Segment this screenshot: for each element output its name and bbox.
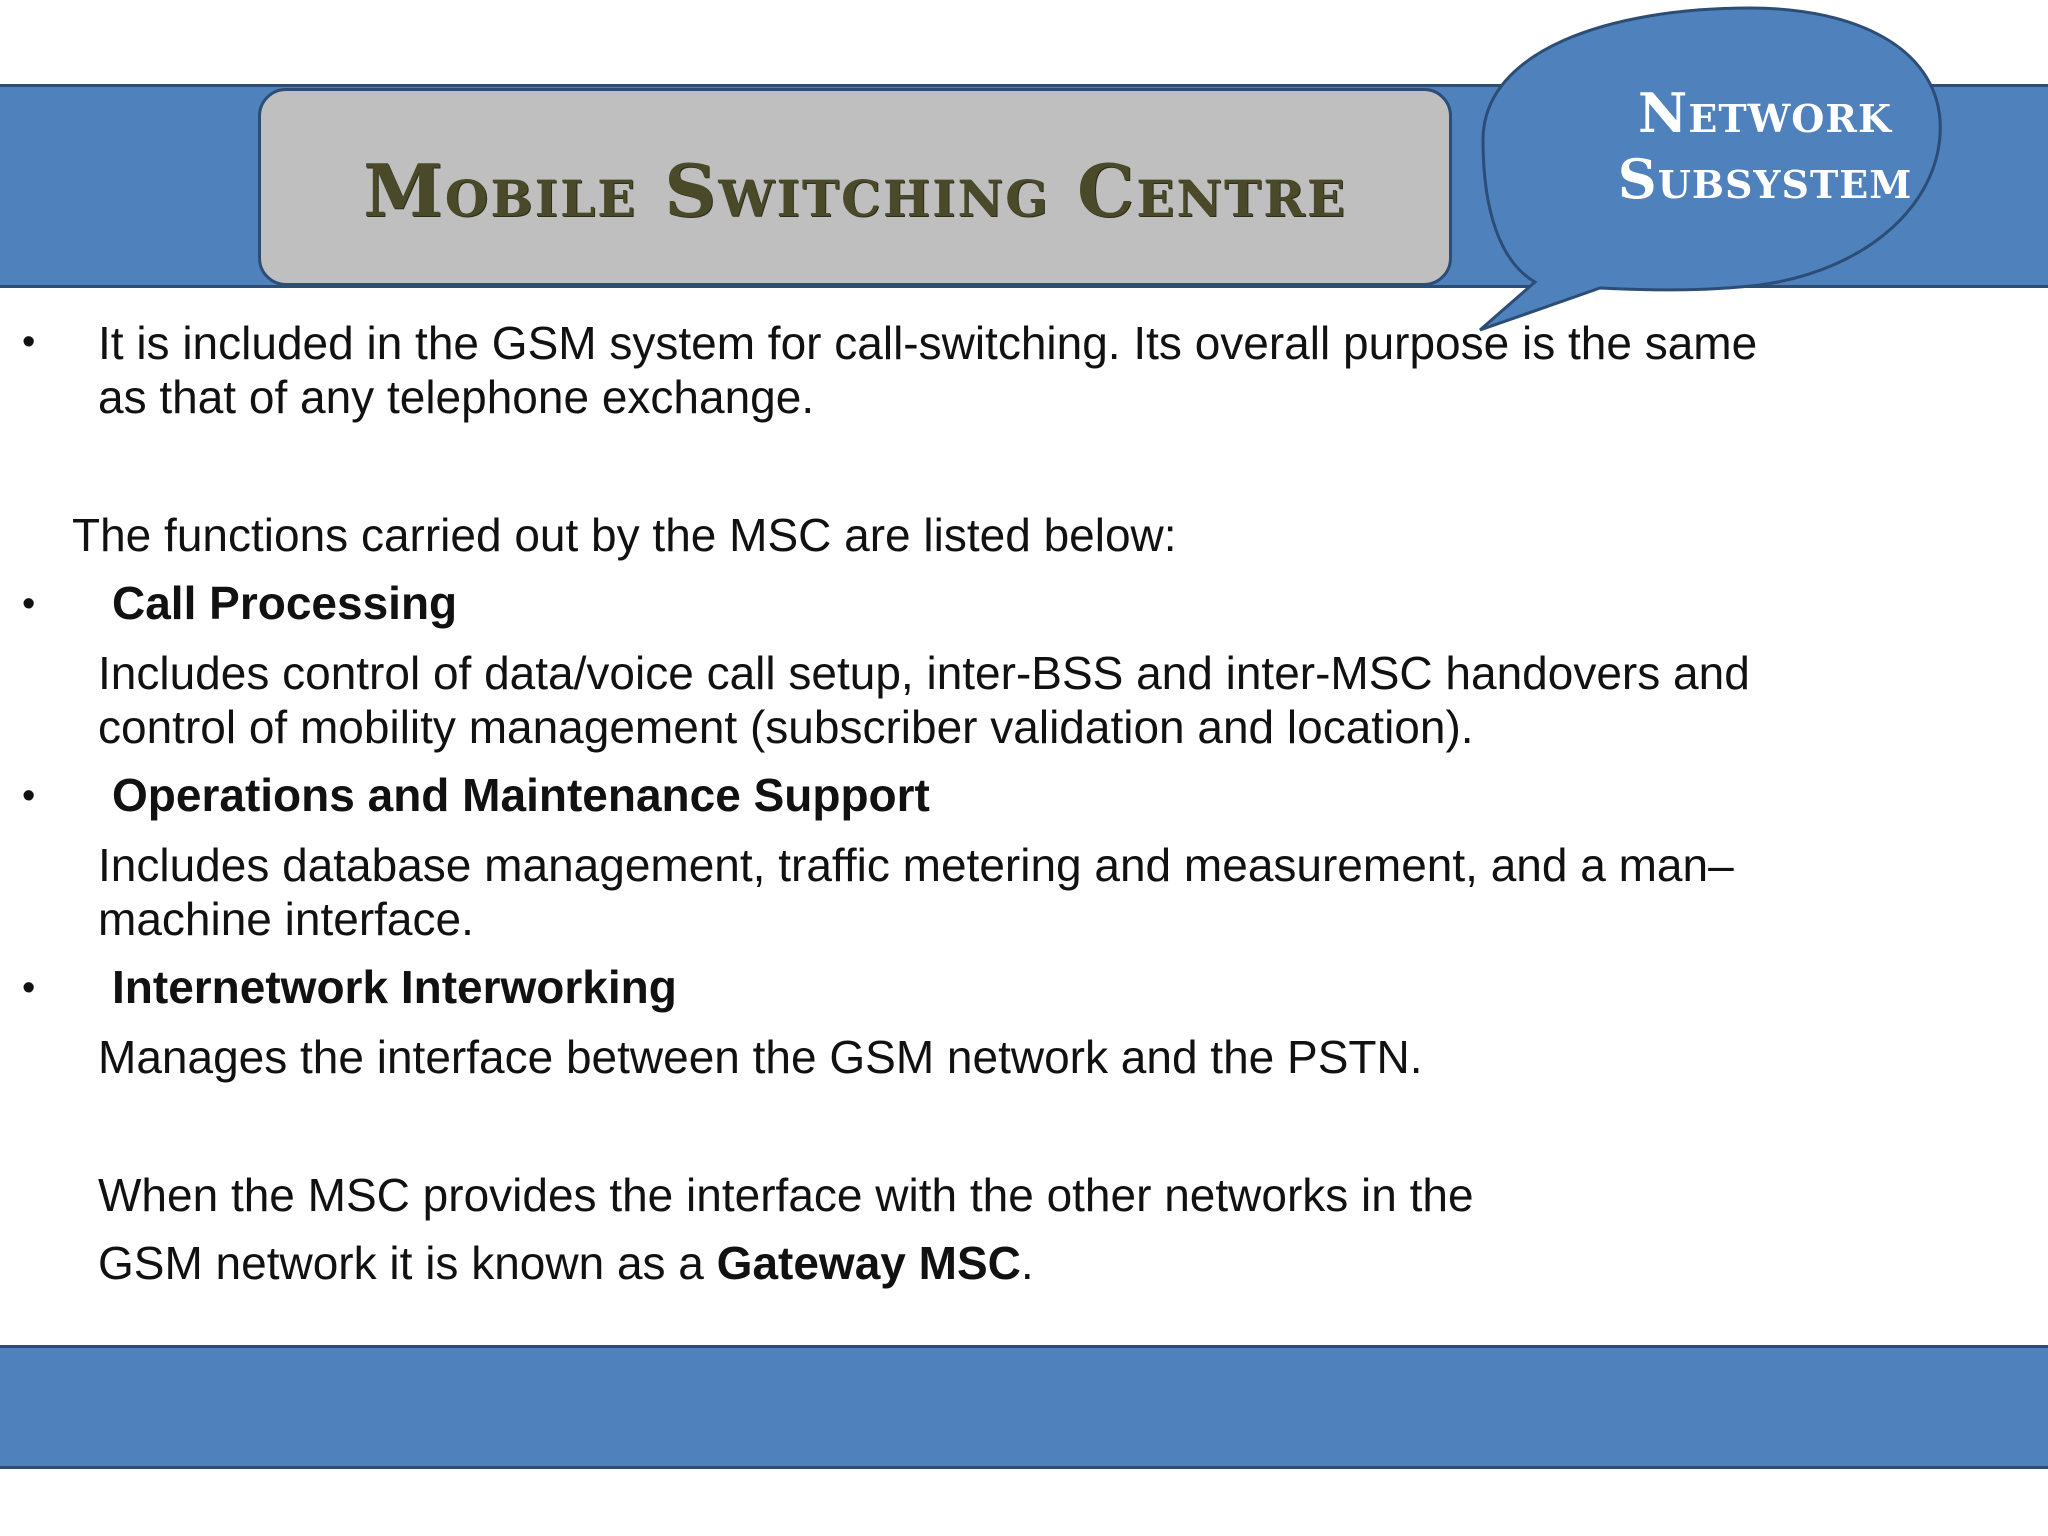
bullet-glyph: • [22, 775, 36, 817]
bullet-glyph: • [22, 321, 36, 363]
intro-line-1: It is included in the GSM system for call-switching. Its overall purpose is the same [98, 317, 1758, 369]
function-heading-call-processing: Call Processing [112, 577, 458, 629]
function-desc-line-2: machine interface. [98, 893, 474, 945]
bullet-glyph: • [22, 967, 36, 1009]
intro-line-2: as that of any telephone exchange. [98, 371, 815, 423]
functions-intro: The functions carried out by the MSC are listed below: [72, 509, 1177, 561]
function-desc-line-1: Manages the interface between the GSM network and the PSTN. [98, 1031, 1423, 1083]
callout-line-2: Subsystem [1617, 147, 1913, 211]
slide-title: Mobile Switching Centre [363, 147, 1347, 233]
gateway-msc-term: Gateway MSC [716, 1237, 1021, 1289]
closing-prefix: GSM network it is known as a [98, 1237, 717, 1289]
closing-line-1: When the MSC provides the interface with the other networks in the [98, 1169, 1474, 1221]
function-desc-line-2: control of mobility management (subscriber validation and location). [98, 701, 1474, 753]
closing-line-2 [98, 1236, 1034, 1290]
closing-suffix: . [1020, 1237, 1034, 1289]
function-heading-operations: Operations and Maintenance Support [112, 769, 930, 821]
callout-line-1: Network [1638, 81, 1892, 145]
function-heading-internetwork: Internetwork Interworking [112, 961, 677, 1013]
bullet-glyph: • [22, 583, 36, 625]
function-desc-line-1: Includes control of data/voice call setup, inter-BSS and inter-MSC handovers and [98, 647, 1750, 699]
footer-band [0, 1345, 2048, 1469]
function-desc-line-1: Includes database management, traffic metering and measurement, and a man– [98, 839, 1734, 891]
